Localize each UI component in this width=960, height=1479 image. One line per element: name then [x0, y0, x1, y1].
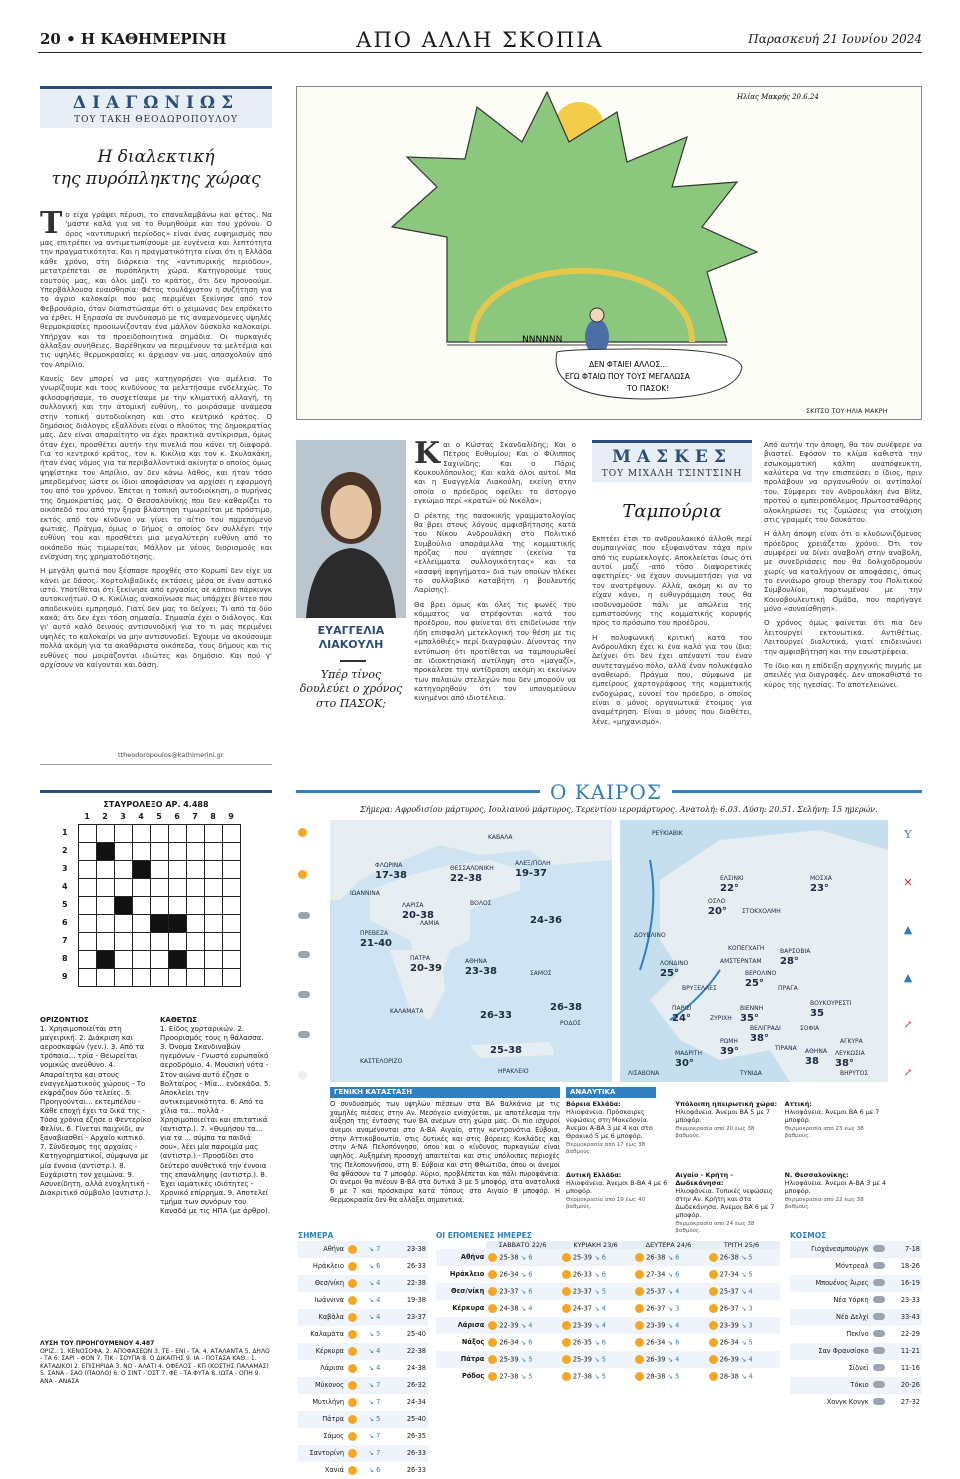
rain-icon: [298, 951, 310, 958]
column-name: ΔΙΑΓΩΝΙΩΣ: [72, 93, 240, 113]
column-author: ΤΟΥ ΤΑΚΗ ΘΕΟΔΩΡΟΠΟΥΛΟΥ: [74, 114, 238, 125]
table-row: Σαντορίνη ↘ 7 26-33: [298, 1445, 428, 1462]
crossword-cell[interactable]: [169, 897, 187, 915]
map-city: ΠΡΑΓΑ: [778, 985, 798, 992]
solution: ΛΥΣΗ ΤΟΥ ΠΡΟΗΓΟΥΜΕΝΟΥ 4.487 ΟΡΙΖ.: 1. ΚΕΝΟΣΟΦΑ. 2. ΑΠΟΦΑΣΕΩΝ 3. ΤΕ - ΕΝΙ - ΤΑ. 4. ΑΤΑΛΑΝΤΑ 5. ΔΗΛΟ - ΤΑ 6. ΣΑΡΙ - ΦΟΝ 7. ΤΙΚ - ΣΟΥΠΑ 8. Ο ΔΙΚΑΙΤΗΣ 9. ΙΑ - ΠΟΤΑΣΑ ΚΑΘ.: 1. ΚΑΤΑΔΙΚΟΙ 2. ΕΠΙΣΗΡΙΔΑ 3. ΝΟ - ΑΛΑΤΙ 4. ΟΦΕΛΟΣ - ΚΠ (ΚΟΣΤΗΣ ΠΑΛΑΜΑΣ) 5. ΣΑΝΑ - ΣΑΟ (ΠΑΟΛΟ) 6. Ο ΣΙΝΤ - ΟΣΤ 7. ΦΕ - ΤΑ ΦΥΤΑ 8. ΙΩΤΑ - ΟΠΗ 9. ΑΝΑ - ΑΝΑΣΑ: [40, 1340, 270, 1385]
crossword-cell[interactable]: [169, 969, 187, 987]
table-row: Σίδνεϊ 11-16: [790, 1360, 922, 1377]
table-row: Χανιά ↘ 6 26-33: [298, 1462, 428, 1479]
analytic-forecast: ΑΝΑΛΥΤΙΚΑ Βόρεια Ελλάδα: Ηλιοφάνεια. Πρόσκαιρες νεφώσεις στη Μακεδονία. Άνεμοι Α-ΒΑ 3 με 4 και στο Θρακικό 5 με 6 μποφόρ. Θερμοκρασία από 17 έως 38 βαθμούς. Υπόλοιπη ηπειρωτική χώρα: Ηλιοφάνεια. Άνεμοι ΒΑ 5 με 7 μποφόρ. Θερμοκρασία από 20 έως 38 βαθμούς. Αττική: Ηλιοφάνεια. Άνεμοι ΒΑ 6 με 7 μποφόρ. Θερμοκρασία από 23 έως 38 βαθμούς. Δυτική Ελλάδα: Ηλιοφάνεια. Άνεμοι Β-ΒΑ 4 με 6 μποφόρ. Θερμοκρασία από 19 έως 40 βαθμούς. Αιγαίο - Κρήτη - Δωδεκάνησα: Ηλιοφάνεια. Τοπικές νεφώσεις στην Αν. Κρήτη και στα Δωδεκάνησα. Άνεμοι ΒΑ 6 με 7 μποφόρ. Θερμοκρασία από 24 έως 38 βαθμούς. Ν. Θεσσαλονίκης: Ηλιοφάνεια. Άνεμοι Α-ΒΑ 3 με 4 μποφόρ. Θερμοκρασία από 22 έως 38 βαθμούς.: [566, 1087, 888, 1239]
row-number: 8: [62, 954, 68, 964]
cartoon-drawing: [297, 87, 923, 421]
crossword-cell[interactable]: [151, 933, 169, 951]
crossword-cell[interactable]: [223, 843, 241, 861]
row-number: 2: [62, 846, 68, 856]
map-city: ΜΟΣΧΑ 23°: [810, 875, 832, 894]
map-city: 24-36: [530, 915, 562, 926]
sunny-icon: [298, 828, 307, 837]
crossword-cell[interactable]: [97, 969, 115, 987]
crossword-cell[interactable]: [151, 843, 169, 861]
map-city: 25-38: [490, 1045, 522, 1056]
map-city: ΜΑΔΡΙΤΗ 30°: [675, 1050, 702, 1069]
next-days: ΟΙ ΕΠΟΜΕΝΕΣ ΗΜΕΡΕΣ ΣΑΒΒΑΤΟ 22/6 ΚΥΡΙΑΚΗ 23/6 ΔΕΥΤΕΡΑ 24/6 ΤΡΙΤΗ 25/6 Αθήνα 25-38 ↘ 6 25-39 ↘ 6 26-38 ↘ 6 26-38 ↘ 5 Ηράκλειο 26-34 ↘ 6 26-33 ↘ 6 27-34 ↘ 6 27-34 ↘ 5 Θεσ/νίκη 23-37 ↘ 6 23-37 ↘ 5 25-37 ↘ 4 25-37 ↘ 4 Κέρκυρα 24-38 ↘ 4 24-37 ↘ 4 26-37 ↘ 3 26-37 ↘ 3 Λάρισα 22-39 ↘ 4 23-39 ↘ 4 23-39 ↘ 4 23-39 ↘ 3 Νάξος 26-34 ↘ 6 26-35 ↘ 6 26-34 ↘ 6 26-34 ↘ 5 Πάτρα 25-39 ↘ 5 25-39 ↘ 5 26-39 ↘ 4 26-39 ↘ 4 Ρόδος 27-38 ↘ 5 27-38 ↘ 5 28-38 ↘ 5 28-38 ↘ 4: [436, 1231, 780, 1385]
page-number-paper: 20 • Η ΚΑΘΗΜΕΡΙΝΗ: [40, 30, 227, 48]
crossword-cell[interactable]: [205, 915, 223, 933]
crossword-rule: [40, 790, 272, 793]
crossword-cell[interactable]: [169, 825, 187, 843]
table-row: Καλαμάτα ↘ 5 25-40: [298, 1326, 428, 1343]
crossword-cell[interactable]: [115, 861, 133, 879]
map-city: ΑΓΚΥΡΑ: [840, 1038, 863, 1045]
storm-icon: [298, 991, 310, 998]
crossword-cell[interactable]: [97, 879, 115, 897]
general-situation: ΓΕΝΙΚΗ ΚΑΤΑΣΤΑΣΗ Ο συνδυασμός των υψηλών πιέσεων στα ΒΑ Βαλκάνια με τις χαμηλές πιέσεις στην Αν. Μεσόγειο ενισχύεται, με αποτέλεσμα την αύξηση της έντασης των ΒΑ ανέμων στη χώρα μας. Οι πιο ισχυροί άνεμοι αναμένονται στο Α-ΒΑ Αιγαίο, στην κεντρονότια Εύβοια, στην Αττικοβοιωτία, στις δυτικές και στις βόρειες Κυκλάδες και στην Α-ΝΑ Πελοπόννησο, όπου και ο κίνδυνος πυρκαγιών είναι υψηλός. Αυξημένη προσοχή απαιτείται και στις υπόλοιπες περιοχές της Πελοποννήσου, στη Β. Εύβοια και στη Φθιώτιδα, όπου οι άνεμοι θα φθάσουν τα 7 μποφόρ. Αύριο, προβλέπεται και πάλι πυροφάνεια. Οι άνεμοι θα πνέουν Β-ΒΑ στα δυτικά 3 με 5 μποφόρ, στα ανατολικά 6 με 7 και πρόσκαιρα κατά τόπους στο Αιγαίο 8 μποφόρ. Η θερμοκρασία δεν θα αλλάξει σημαντικά.: [330, 1088, 560, 1204]
crossword-cell[interactable]: [97, 933, 115, 951]
svg-text:ΕΓΩ ΦΤΑΙΩ ΠΟΥ ΤΟΥΣ ΜΕΓΑΛΩΣΑ: ΕΓΩ ΦΤΑΙΩ ΠΟΥ ΤΟΥΣ ΜΕΓΑΛΩΣΑ: [565, 372, 690, 381]
map-city: ΠΑΡΙΣΙ 24°: [672, 1005, 692, 1024]
crossword-cell[interactable]: [187, 969, 205, 987]
crossword-cell[interactable]: [79, 915, 97, 933]
table-row: Σάμος ↘ 7 26-35: [298, 1428, 428, 1445]
crossword-cell[interactable]: [205, 933, 223, 951]
crossword-cell[interactable]: [115, 951, 133, 969]
column-name: ΜΑΣΚΕΣ: [612, 447, 732, 467]
map-city: ΖΥΡΙΧΗ: [710, 1015, 732, 1022]
divider: [40, 764, 272, 765]
author-email: ttheodoropoulos@kathimerini.gr: [118, 751, 224, 759]
map-city: ΒΑΡΣΟΒΙΑ 28°: [780, 948, 811, 967]
crossword-col-numbers: [78, 812, 241, 822]
map-city: 26-38: [550, 1002, 582, 1013]
crossword-cell[interactable]: [133, 825, 151, 843]
crossword-cell: [97, 843, 115, 861]
world-list: ΚΟΣΜΟΣ Γιοχάνεσμπουργκ 7-18 Μόντρεαλ 18-26 Μπουένος Άιρες 16-19 Νέα Υόρκη 23-33 Νέο Δελχί 33-43 Πεκίνο 22-29 Σαν Φρανσίσκο 11-21 Σίδνεϊ 11-16 Τόκιο 20-26 Χονγκ Κονγκ 27-32: [790, 1231, 922, 1411]
crossword-cell[interactable]: [187, 825, 205, 843]
dropcap: Κ: [414, 436, 441, 471]
map-city: ΛΙΣΑΒΟΝΑ: [628, 1070, 660, 1077]
map-city: ΣΑΜΟΣ: [530, 970, 552, 977]
col-number: 6: [174, 812, 180, 821]
crossword-cell[interactable]: [187, 933, 205, 951]
table-row: Μπουένος Άιρες 16-19: [790, 1275, 922, 1292]
crossword-cell[interactable]: [187, 843, 205, 861]
map-city: ΚΟΠΕΓΧΑΓΗ: [728, 945, 765, 952]
table-row: Λάρισα ↘ 4 24-38: [298, 1360, 428, 1377]
region-forecast: Υπόλοιπη ηπειρωτική χώρα: Ηλιοφάνεια. Άνεμοι ΒΑ 5 με 7 μποφόρ. Θερμοκρασία από 20 έως 38 βαθμούς.: [675, 1099, 778, 1139]
crossword-cell[interactable]: [205, 969, 223, 987]
map-city: ΕΛΣΙΝΚΙ 22°: [720, 875, 744, 894]
column-author: ΤΟΥ ΜΙΧΑΛΗ ΤΣΙΝΤΣΙΝΗ: [601, 468, 743, 479]
map-city: ΔΟΥΒΛΙΝΟ: [634, 932, 666, 939]
map-city: ΘΕΣΣΑΛΟΝΙΚΗ 22-38: [450, 865, 494, 884]
crossword-cell[interactable]: [79, 951, 97, 969]
table-row: Αθήνα ↘ 7 23-38: [298, 1241, 428, 1258]
maskes-header: [592, 440, 752, 482]
map-city: ΣΤΟΚΧΟΛΜΗ: [742, 908, 781, 915]
map-city: ΗΡΑΚΛΕΙΟ: [498, 1068, 529, 1075]
crossword-cell[interactable]: [133, 933, 151, 951]
map-city: ΤΙΡΑΝΑ: [775, 1045, 797, 1052]
crossword-cell[interactable]: [133, 915, 151, 933]
map-city: ΒΗΡΥΤΟΣ: [840, 1070, 869, 1077]
crossword-cells[interactable]: [78, 824, 241, 987]
crossword-cell[interactable]: [79, 879, 97, 897]
crossword-cell: [169, 915, 187, 933]
section-title: ΑΠΟ ΑΛΛΗ ΣΚΟΠΙΑ: [356, 28, 604, 52]
map-city: ΙΩΑΝΝΙΝΑ: [350, 890, 380, 897]
crossword-cell[interactable]: [133, 951, 151, 969]
table-row: Πεκίνο 22-29: [790, 1326, 922, 1343]
crossword-cell[interactable]: [79, 897, 97, 915]
across-clues: ΟΡΙΖΟΝΤΙΟΣ 1. Χρησιμοποιείται στη μαγειρική. 2. Διάκριση και αεροσκαφών (γεν.). 3. Από τα τρόπαια... τρία - Θεωρείται νομικώς ανεύθυνο. 4. Απαραίτητα και στους εναγγελματικούς χώρους - Το εκφράζουν δύο τελείες. 5. Προηγούνται... εκτεμπέλου - Κάθε εποχή έχει τα δικά της - Τόσα χρόνια έζησε ο Φεντερίκο Φελίνι. 6. Γίνεται παιχνίδι, αν ξαναβιασθεί - Αρχαίο κιπτικό. 7. Σύνδεσμος της αρχαίας - Κατηγορηματικοί, σύμφωνα με μία έννοια (αντιστρ.). 8. Ευχάριστη τον χειμώνα. 9. Ασυνείδητη, αλλά ενοχλητική - Διακριτικό σύμβολο (αντιστρ.).: [40, 1016, 152, 1197]
crossword-cell[interactable]: [187, 951, 205, 969]
crossword-cell[interactable]: [223, 933, 241, 951]
table-row: Ρόδος 27-38 ↘ 5 27-38 ↘ 5 28-38 ↘ 5 28-38 ↘ 4: [436, 1368, 780, 1385]
crossword-cell[interactable]: [115, 825, 133, 843]
snow-icon: [298, 1031, 310, 1038]
crossword-cell[interactable]: [151, 897, 169, 915]
profile-name: ΕΥΑΓΓΕΛΙΑ ΛΙΑΚΟΥΛΗ: [317, 624, 385, 651]
cold-front-icon: ▲: [903, 970, 913, 984]
table-row: Ηράκλειο ↘ 6 26-33: [298, 1258, 428, 1275]
crossword-cell: [97, 951, 115, 969]
crossword-cell[interactable]: [187, 915, 205, 933]
crossword-cell[interactable]: [169, 861, 187, 879]
crossword-cell[interactable]: [151, 951, 169, 969]
cold-front: [640, 860, 653, 970]
article-body: Το είχα γράψει πέρυσι, το επαναλαμβάνω και φέτος. Να 'μαστε καλά για να το θυμηθούμε και του χρόνου. Ο όρος «αντιπυρική περίοδος» είναι ένας ευφημισμός που μας επιτρέπει να αντιμετωπίσουμε με ευγένεια και λεπτότητα την πραγματικότητα. Και η πραγματικότητα είναι ότι η Ελλάδα κάθε χρόνο, στη διάρκεια της «αντιπυρικής περιόδου», μετατρέπεται σε πυρόπληκτη χώρα. Κατηγορούμε τους εαυτούς μας, και όλοι μαζί το κράτος, ότι δεν προνοούμε. Υπερβάλλουσα ευαισθησία: Φέτος τουλάχιστον η συζήτηση για το άγριο καλοκαίρι που μας περιμένει ξεκίνησε από τον Φεβρουάριο, όταν διαπιστώσαμε ότι ο χειμώνας δεν επρόκειτο να έρθει. Η ξηρασία σε συνδυασμό με τις αναμενόμενες υψηλές θερμοκρασίες προοιωνίζονταν ένα μάλλον δύσκολο καλοκαίρι. Υπήρχαν και τα προειδοποιητικά σημάδια. Οι πυρκαγιές άλλαξαν συνήθειες. Βαρέθηκαν να περιμένουν τα μελτέμια και τις υψηλές θερμοκρασίες κι άρχισαν να μας απασχολούν από τον Απρίλιο. Κανείς δεν μπορεί να μας κατηγορήσει για αμέλεια. Το γνωρίζουμε και τους κινδύνους τα μελετήσαμε ενδελεχώς. Το φιλοσοφήσαμε, το συσχετίσαμε με την κλιματική αλλαγή, τη συλλογική και την ατομική ευθύνη, το μοιράσαμε ανάμεσα στην τοπική αυτοδιοίκηση και στο κεντρικό κράτος. Ο δημόσιος διάλογος εξαλλόνει είναι ο πλούτος της δημοκρατίας μας. Δεν είναι απαραίτητο να έχει πρακτικά αντίκρισμα, όμως όταν έχει, προσθέτει αυτήν την πινελιά που κάνει τη διαφορά. Για το κεντρικό κράτος, τον κ. Κικίλια και τον κ. Σκυλακάκη, ήταν ένας νόμος για τα περιβαλλοντικά ακίνητα ο οποίος όμως ψηφίστηκε τον Απρίλιο, αν δεν κάνω λάθος, και ήταν τόσο μπερδεμένος ώστε οι ίδιοι αποφάσισαν να αρχίσει η εφαρμογή του από του χρόνου. Έπεται η τοπική αυτοδιοίκηση, ο πυρήνας της δημοκρατίας μας. Ο Θεσσαλονίκης που δεν καθαρίζει το οικόπεδό του από την ξηρά βλάστηση τιμωρείται με πρόστιμο, εκτός από τον κίνδυνο να γίνει το αίτιο του παρεπόμενο φωτιάς. Πράγμα, όμως ο δήμος ο οποίος δεν συλλέγει την ευθύνη του και προσθέτει μια μεγαλύτερη ευθύνη από το οικόπεδο πώς τιμωρείται; Μάλλον με νέους διορισμούς και ενίσχυση της χρηματοδότησης. Η μεγάλη φωτιά που ξέσπασε προχθές στο Κορωπί δεν είχε να κάνει με δάσος. Χορτολιβαδικές εκτάσεις μέσα σε έναν αστικό ιστό. Υποτίθεται ότι ξεκίνησε από εργασίες σε κάποιο πάρκινγκ αυτοκινήτων. Ο κ. Κικίλιας ανακοίνωσε πως υπάρχει βίντεο που αποδεικνύει εμπρησμό. Γιατί δεν μας το δείχνει; Τι από τα δύο κακά; ότι δεν έχει τόση σημασία. Σημασία έχει ο διάλογος. Και γι' αυτό καλό δεινούς αντισυνοδική για το τι μας περιμένει υψηλές το καλοκαίρι να μην αντισυνοδεί. Έχουμε να ακούσουμε πολλά ακόμη για τα ακαθάριστα οικόπεδα, τους δήμους και τις ευθύνες που μοιράζονται ιδιώτες και δημόσιο. Και πού γ' αρχίσουν να καίγονται και δάση.: [40, 206, 272, 669]
row-number: 5: [62, 900, 68, 910]
table-row: Κέρκυρα 24-38 ↘ 4 24-37 ↘ 4 26-37 ↘ 3 26-37 ↘ 3: [436, 1300, 780, 1317]
row-number: 3: [62, 864, 68, 874]
map-city: ΒΕΛΙΓΡΑΔΙ 38°: [750, 1025, 781, 1044]
low-pressure-icon: ✕: [903, 875, 913, 889]
map-city: ΒΟΛΟΣ: [470, 900, 492, 907]
crossword-cell[interactable]: [169, 843, 187, 861]
crossword-cell[interactable]: [97, 825, 115, 843]
table-row: Ιωάννινα ↘ 4 19-38: [298, 1292, 428, 1309]
map-city: ΤΥΝΙΔΑ: [740, 1070, 762, 1077]
crossword-cell[interactable]: [115, 933, 133, 951]
article-title: Η διαλεκτική της πυρόπληκτης χώρας: [51, 147, 261, 190]
row-number: 7: [62, 936, 68, 946]
table-row: Γιοχάνεσμπουργκ 7-18: [790, 1241, 922, 1258]
map-city: 26-33: [480, 1010, 512, 1021]
fog-icon: [298, 1071, 307, 1080]
map-city: ΛΟΝΔΙΝΟ 25°: [660, 960, 689, 979]
table-row: Σαν Φρανσίσκο 11-21: [790, 1343, 922, 1360]
table-row: Λάρισα 22-39 ↘ 4 23-39 ↘ 4 23-39 ↘ 4 23-39 ↘ 3: [436, 1317, 780, 1334]
crossword-cell: [115, 897, 133, 915]
weather-today-note: Σήμερα: Αφροδισίου μάρτυρος, Ιουλιανού μάρτυρος, Τερεντίου ιερομάρτυρος. Ανατολή: 6.03. Δύση: 20.51. Σελήνη: 15 ημερών.: [360, 805, 878, 814]
crossword-row-numbers: [62, 824, 78, 987]
table-row: Θεσ/νίκη ↘ 4 22-38: [298, 1275, 428, 1292]
svg-text:ΤΟ ΠΑΣΟΚ!: ΤΟ ΠΑΣΟΚ!: [627, 384, 670, 393]
svg-text:ΝΝΝΝΝΝ: ΝΝΝΝΝΝ: [522, 335, 563, 345]
row-number: 4: [62, 882, 68, 892]
table-row: Πάτρα 25-39 ↘ 5 25-39 ↘ 5 26-39 ↘ 4 26-39 ↘ 4: [436, 1351, 780, 1368]
col-number: 4: [138, 812, 144, 821]
weather-legend-left: [298, 828, 324, 1080]
crossword-cell[interactable]: [97, 861, 115, 879]
crossword-cell: [133, 861, 151, 879]
crossword-cell[interactable]: [205, 879, 223, 897]
region-forecast: Αττική: Ηλιοφάνεια. Άνεμοι ΒΑ 6 με 7 μποφόρ. Θερμοκρασία από 23 έως 38 βαθμούς.: [784, 1099, 880, 1139]
crossword-cell[interactable]: [205, 897, 223, 915]
map-city: ΒΙΕΝΝΗ 35°: [740, 1005, 764, 1024]
row-number: 1: [62, 828, 68, 838]
maskes-body-2: Από αυτήν την άποψη, θα τον συνέφερε να βιαστεί. Εφόσον το κλίμα καθιστά την εσωκομματική κάλπη αναπόφευκτη, καλύτερα να την επισπεύσει ο ίδιος, πριν προλάβουν να οργανωθούν οι αντίπαλοί του. Σύμφερει τον Ανδρουλάκη ένα Blitz, προτού ο εμπειροπόλεμος Πρωτοσταθάρης ολοκληρώσει τις ζυμώσεις για στοίχιση στις γραμμές του δουκάτου. Η άλλη άποψη είναι ότι ο κλυδωνιζόμενος πρόεδρος χρειάζεται χρόνο. Ότι τον συμφέρει να δίνει αναβολή στην αναβολή, με συνεδριάσεις που θα δολιχοδρομούν χωρίς να καταλήγουν σε αποφάσεις, όπως το εννιάωρο group therapy του Πολιτικού Συμβουλίου, παρτωμένου με την Κοινοβουλευτική Ομάδα, που παρήγαγε μόνο «συναίσθηση». Ο χρόνος όμως φαίνεται ότι πια δεν λειτουργεί εκτονωτικά. Αντιθέτως. Λειτουργεί διαλυτικά, γιατί επιδεινώνει την αμφισβήτηση και την εσωστρέφεια. Το ίδιο και η επίδειξη αρχηγικής πυγμής με απειλές για διαγραφές. Δεν αποκαθιστά το κύρος της ηγεσίας. Το αποτελειώνει.: [764, 440, 922, 689]
table-row: Κέρκυρα ↘ 4 22-38: [298, 1343, 428, 1360]
crossword-cell[interactable]: [79, 969, 97, 987]
crossword-cell[interactable]: [223, 897, 241, 915]
map-city: ΚΑΣΤΕΛΟΡΙΖΟ: [360, 1058, 403, 1065]
map-city: ΑΜΣΤΕΡΝΤΑΜ: [720, 958, 762, 965]
map-city: ΡΩΜΗ 39°: [720, 1038, 739, 1057]
map-city: ΛΕΥΚΩΣΙΑ 38°: [835, 1050, 865, 1069]
profile-body: Και ο Κώστας Σκανδαλίδης; Και ο Πέτρος Ευθυμίου; Και ο Φίλιππος Σαχινίδης; Και ο Πάρις Κουκουλόπουλος; Και καλά όλοι αυτοί. Μα και η Ευαγγελία Λιακούλη, εκείνη στην οποία ο πρόεδρος οφείλει το όστοργο εγκώμιο περί «κρατώ» ού Νικόλα»; Ο ρέκτης της πασοκικής γραμματολογίας θα βρει στους λόγους αμφισβήτησης κατά του Νίκου Ανδρουλάκη στο Πολιτικό Συμβούλιο απαράμιλλα της κομματικής πρόζας που αγάπησε (εκείνα τα «ελλείμματα συλλογικότητας» και τα «ασαφή αφηγήματα» διά των οποίων πλέκει το συλλαβικό καταβήτη η βουλευτής Λαρίσης). Θα βρει όμως και όλες τις φωνές του κόμματος να στρέφονται κατά του προέδρου, που φαίνεται ότι επιδείνωσε την ήδη επισφαλή μετεκλογική του θέση με τις «μπαλόθιές» περί διαγραφών. Δίνοντας την εντύπωση ότι προτίθεται να ταμπουρωθεί σε ιδιοκτησιακή αντίληψη στο «μαγαζί», προκάλεσε την αντίδραση ακόμη κι εκείνων των παλαιών στελεχών που δεν μπορούν να κατηγορηθούν ότι τον υπονομεύουν κινημένοι από ιδιοτέλεια.: [414, 436, 576, 703]
dropcap: Τ: [40, 206, 63, 241]
crossword-cell[interactable]: [187, 879, 205, 897]
map-city: ΠΡΕΒΕΖΑ 21-40: [360, 930, 392, 949]
region-forecast: Δυτική Ελλάδα: Ηλιοφάνεια. Άνεμοι Β-ΒΑ 4 με 6 μποφόρ. Θερμοκρασία από 19 έως 40 βαθμούς.: [566, 1170, 668, 1210]
high-pressure-icon: Υ: [904, 828, 912, 841]
profile-quote: Υπέρ τίνος δουλεύει ο χρόνος στο ΠΑΣΟΚ;: [299, 668, 403, 710]
maskes-body-1: Εκπτέει έτσι το ανδρουλακικό άλλοθι περί συμπαιγνίας που εξυφαινόταν τάχα πριν από τις ευρωεκλογές. Αποκλείεται ίσως ότι αυτοί μαζί -από τόσο διαφορετικές αφετηρίες- να έχουν συνωμοτήσει για να τον ανατρέψουν. Αλλά, ακόμη κι αν το είχαν κάνει, η ευθυγράμμιση τους θα ισοδυναμούσε πάλι με απώλεια της εμπιστοσύνης της κομματικής κορυφής προς το πρόσωπο του προέδρου. Η πολυφωνική κριτική κατά του Ανδρουλάκη έχει κι ένα καλό για τον ίδιο: Δείχνει ότι δεν έχει απέναντί του έναν συντεταγμένο πόλο, αλλά έναν πολυκέφαλο αναθεωρό. Πράγμα που, σύμφωνα με εμπείρους χαρτογράφους της κομματικής ενδοχώρας, ευνοεί τον πρόεδρο, ο οποίος είναι ο μόνος οργανωτικά έτοιμος για αναμέτρηση. Είναι ο μόνος που διαθέτει, λένε, «μηχανισμό».: [592, 534, 752, 726]
crossword-cell[interactable]: [223, 825, 241, 843]
crossword-cell[interactable]: [223, 861, 241, 879]
crossword-title: ΣΤΑΥΡΟΛΕΞΟ ΑΡ. 4.488: [103, 800, 209, 809]
table-row: Μυτιλήνη ↘ 7 24-34: [298, 1394, 428, 1411]
col-number: 2: [102, 812, 108, 821]
region-forecast: Ν. Θεσσαλονίκης: Ηλιοφάνεια. Άνεμοι Α-ΒΑ 3 με 4 μποφόρ. Θερμοκρασία από 22 έως 38 βαθμούς.: [784, 1170, 887, 1210]
table-row: Νέα Υόρκη 23-33: [790, 1292, 922, 1309]
crossword-cell[interactable]: [97, 915, 115, 933]
col-number: 7: [192, 812, 198, 821]
header-rule: [38, 52, 922, 53]
col-number: 8: [210, 812, 216, 821]
map-city: ΚΑΛΑΜΑΤΑ: [390, 1008, 424, 1015]
crossword-cell[interactable]: [133, 843, 151, 861]
maskes-title: Ταμπούρια: [622, 501, 722, 522]
map-city: ΒΡΥΞΕΛΛΕΣ: [682, 985, 717, 992]
crossword-cell[interactable]: [79, 933, 97, 951]
table-row: Τόκιο 20-26: [790, 1377, 922, 1394]
table-row: Αθήνα 25-38 ↘ 6 25-39 ↘ 6 26-38 ↘ 6 26-38 ↘ 5: [436, 1249, 780, 1266]
crossword-cell[interactable]: [205, 843, 223, 861]
wind-arrow-icon: ↗: [903, 1018, 913, 1032]
today-list: ΣΗΜΕΡΑ Αθήνα ↘ 7 23-38 Ηράκλειο ↘ 6 26-33 Θεσ/νίκη ↘ 4 22-38 Ιωάννινα ↘ 4 19-38 Καβάλα ↘ 4 23-37 Καλαμάτα ↘ 5 25-40 Κέρκυρα ↘ 4 22-38 Λάρισα ↘ 4 24-38 Μύκονος ↘ 7 26-32 Μυτιλήνη ↘ 7 24-34 Πάτρα ↘ 5 25-40 Σάμος ↘ 7 26-35 Σαντορίνη ↘ 7 26-33 Χανιά ↘ 6 26-33: [298, 1231, 428, 1479]
crossword-cell[interactable]: [151, 825, 169, 843]
crossword-cell[interactable]: [133, 969, 151, 987]
crossword-cell[interactable]: [223, 879, 241, 897]
region-forecast: Αιγαίο - Κρήτη - Δωδεκάνησα: Ηλιοφάνεια. Τοπικές νεφώσεις στην Αν. Κρήτη και στα Δωδεκάνησα. Άνεμοι ΒΑ 6 με 7 μποφόρ. Θερμοκρασία από 24 έως 38 βαθμούς.: [675, 1170, 775, 1234]
table-row: Μόντρεαλ 18-26: [790, 1258, 922, 1275]
crossword-cell[interactable]: [151, 879, 169, 897]
crossword-cell[interactable]: [133, 879, 151, 897]
crossword-cell[interactable]: [223, 915, 241, 933]
crossword-grid: [62, 812, 241, 987]
warm-front-icon: ▲: [903, 923, 913, 937]
map-city: ΒΟΥΚΟΥΡΕΣΤΙ 35: [810, 1000, 852, 1019]
weather-title: Ο ΚΑΙΡΟΣ: [540, 780, 672, 806]
region-forecast: Βόρεια Ελλάδα: Ηλιοφάνεια. Πρόσκαιρες νεφώσεις στη Μακεδονία. Άνεμοι Α-ΒΑ 3 με 4 και στο Θρακικό 5 με 6 μποφόρ. Θερμοκρασία από 17 έως 38 βαθμούς.: [566, 1099, 653, 1155]
crossword-cell[interactable]: [97, 897, 115, 915]
crossword-cell[interactable]: [151, 861, 169, 879]
col-number: 9: [228, 812, 234, 821]
crossword-cell[interactable]: [115, 843, 133, 861]
map-city: ΦΛΩΡΙΝΑ 17-38: [375, 862, 407, 881]
crossword-cell: [169, 951, 187, 969]
crossword-cell[interactable]: [187, 861, 205, 879]
col-number: 3: [120, 812, 126, 821]
greece-map: [330, 820, 612, 1082]
table-row: Μύκονος ↘ 7 26-32: [298, 1377, 428, 1394]
crossword-cell[interactable]: [205, 861, 223, 879]
crossword-cell[interactable]: [115, 879, 133, 897]
crossword-cell[interactable]: [223, 969, 241, 987]
crossword-cell[interactable]: [151, 969, 169, 987]
mostly-sunny-icon: [298, 870, 307, 879]
crossword-cell[interactable]: [187, 897, 205, 915]
crossword-cell[interactable]: [115, 969, 133, 987]
cloudy-icon: [298, 912, 310, 919]
issue-date: Παρασκευή 21 Ιουνίου 2024: [748, 32, 922, 46]
col-number: 1: [84, 812, 90, 821]
table-row: Πάτρα ↘ 5 25-40: [298, 1411, 428, 1428]
crossword-cell[interactable]: [133, 897, 151, 915]
row-number: 9: [62, 972, 68, 982]
map-city: ΑΘΗΝΑ 38: [805, 1048, 827, 1067]
crossword-cell[interactable]: [205, 825, 223, 843]
profile-photo: [296, 440, 406, 618]
crossword-cell[interactable]: [79, 825, 97, 843]
table-row: Θεσ/νίκη 23-37 ↘ 6 23-37 ↘ 5 25-37 ↘ 4 25-37 ↘ 4: [436, 1283, 780, 1300]
map-city: ΒΕΡΟΛΙΝΟ 25°: [745, 970, 777, 989]
map-city: ΚΑΒΑΛΑ: [488, 834, 513, 841]
svg-text:Ηλίας Μακρής 20.6.24: Ηλίας Μακρής 20.6.24: [737, 93, 819, 101]
europe-map: [620, 820, 888, 1082]
table-row: Νέο Δελχί 33-43: [790, 1309, 922, 1326]
crossword-cell[interactable]: [223, 951, 241, 969]
crossword-cell[interactable]: [79, 843, 97, 861]
down-clues: ΚΑΘΕΤΩΣ 1. Είδος χορταρικών. 2. Προορισμός τους η θάλασσα. 3. Όνομα Σκανδιναβών ηγεμόνων - Γνωστό ευρωπαϊκό αεροδρόμιο. 4. Μουσική νότα - Στον αιώνα αυτό έζησε ο Βολταίρος - Μία... ενδεκάδα. 5. Αποκλείει την αντικειμενικότητα. 6. Από τα χίλια τα... πολλά - Χρησιμοποιείται και επιτατικά (αντιστρ.). 7. «Θυμήσου τα... για τα ... σύμπα τα παιδιά σου», λέει μία παροιμία μας (αντιστρ.) - Προσδίδει στο δεύτερο συνθετικό την έννοια της επανάληψης (αντιστρ.). 8. Έχει ιαματικές ιδιότητες - Χρονικό επίρρημα. 9. Αποτελεί τμήμα των συνόρων του Καναδά με τις ΗΠΑ (με άρθρο).: [160, 1016, 271, 1215]
crossword-cell: [151, 915, 169, 933]
crossword-cell[interactable]: [169, 879, 187, 897]
map-city: ΠΑΤΡΑ 20-39: [410, 955, 442, 974]
crossword-cell[interactable]: [169, 933, 187, 951]
crossword-cell[interactable]: [115, 915, 133, 933]
cartoon-caption: ΣΚΙΤΣΟ ΤΟΥ ΗΛΙΑ ΜΑΚΡΗ: [806, 407, 888, 415]
map-city: ΣΟΦΙΑ: [800, 1025, 820, 1032]
map-city: ΡΕΫΚΙΑΒΙΚ: [652, 830, 683, 837]
svg-text:ΔΕΝ ΦΤΑΙΕΙ ΑΛΛΟΣ...: ΔΕΝ ΦΤΑΙΕΙ ΑΛΛΟΣ...: [589, 360, 668, 369]
table-row: Χονγκ Κονγκ 27-32: [790, 1394, 922, 1411]
map-city: ΑΘΗΝΑ 23-38: [465, 958, 497, 977]
diagonios-header: [40, 86, 272, 128]
profile-divider: [340, 660, 366, 662]
map-city: ΛΑΡΙΣΑ 20-38: [402, 902, 434, 921]
map-city: ΡΟΔΟΣ: [560, 1020, 581, 1027]
crossword-cell[interactable]: [205, 951, 223, 969]
table-row: Ηράκλειο 26-34 ↘ 6 26-33 ↘ 6 27-34 ↘ 6 27-34 ↘ 5: [436, 1266, 780, 1283]
table-row: Καβάλα ↘ 4 23-37: [298, 1309, 428, 1326]
map-city: ΑΛΕΞ/ΠΟΛΗ 19-37: [515, 860, 551, 879]
cartoon: [296, 86, 922, 420]
col-number: 5: [156, 812, 162, 821]
crossword-cell[interactable]: [79, 861, 97, 879]
wind-arrow-icon: ↗: [903, 1065, 913, 1079]
weather-legend-right: [894, 828, 922, 1080]
row-number: 6: [62, 918, 68, 928]
table-row: Νάξος 26-34 ↘ 6 26-35 ↘ 6 26-34 ↘ 6 26-34 ↘ 5: [436, 1334, 780, 1351]
map-city: ΟΣΛΟ 20°: [708, 898, 727, 917]
map-city: ΛΑΜΙΑ: [420, 920, 440, 927]
